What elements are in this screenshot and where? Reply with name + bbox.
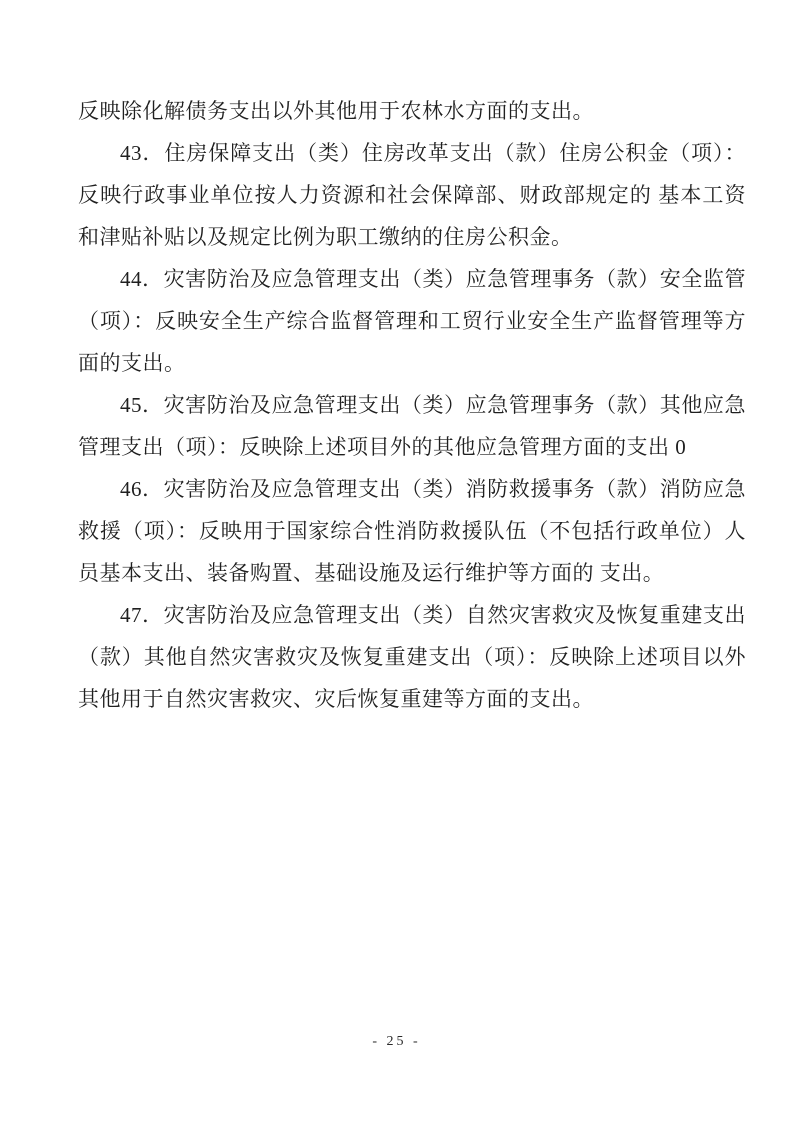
document-body — [78, 90, 746, 720]
paragraph: 44．灾害防治及应急管理支出（类）应急管理事务（款）安全监管（项）：反映安全生产综合监督管理和工贸行业安全生产监督管理等方面的支出。 — [78, 267, 746, 375]
page-footer — [0, 1032, 793, 1050]
paragraph: 46．灾害防治及应急管理支出（类）消防救援事务（款）消防应急救援（项）：反映用于国家综合性消防救援队伍（不包括行政单位）人员基本支出、装备购置、基础设施及运行维护等方面的 支出。 — [78, 477, 746, 585]
paragraph: 47．灾害防治及应急管理支出（类）自然灾害救灾及恢复重建支出（款）其他自然灾害救灾及恢复重建支出（项）：反映除上述项目以外其他用于自然灾害救灾、灾后恢复重建等方面的支出。 — [78, 603, 746, 711]
paragraph: 45．灾害防治及应急管理支出（类）应急管理事务（款）其他应急管理支出（项）：反映除上述项目外的其他应急管理方面的支出 0 — [78, 393, 746, 459]
paragraph: 反映除化解债务支出以外其他用于农林水方面的支出。 — [78, 99, 594, 123]
page-number: - 25 - — [372, 1034, 421, 1049]
paragraph: 43．住房保障支出（类）住房改革支出（款）住房公积金（项）：反映行政事业单位按人力资源和社会保障部、财政部规定的 基本工资和津贴补贴以及规定比例为职工缴纳的住房公积金。 — [78, 141, 746, 249]
